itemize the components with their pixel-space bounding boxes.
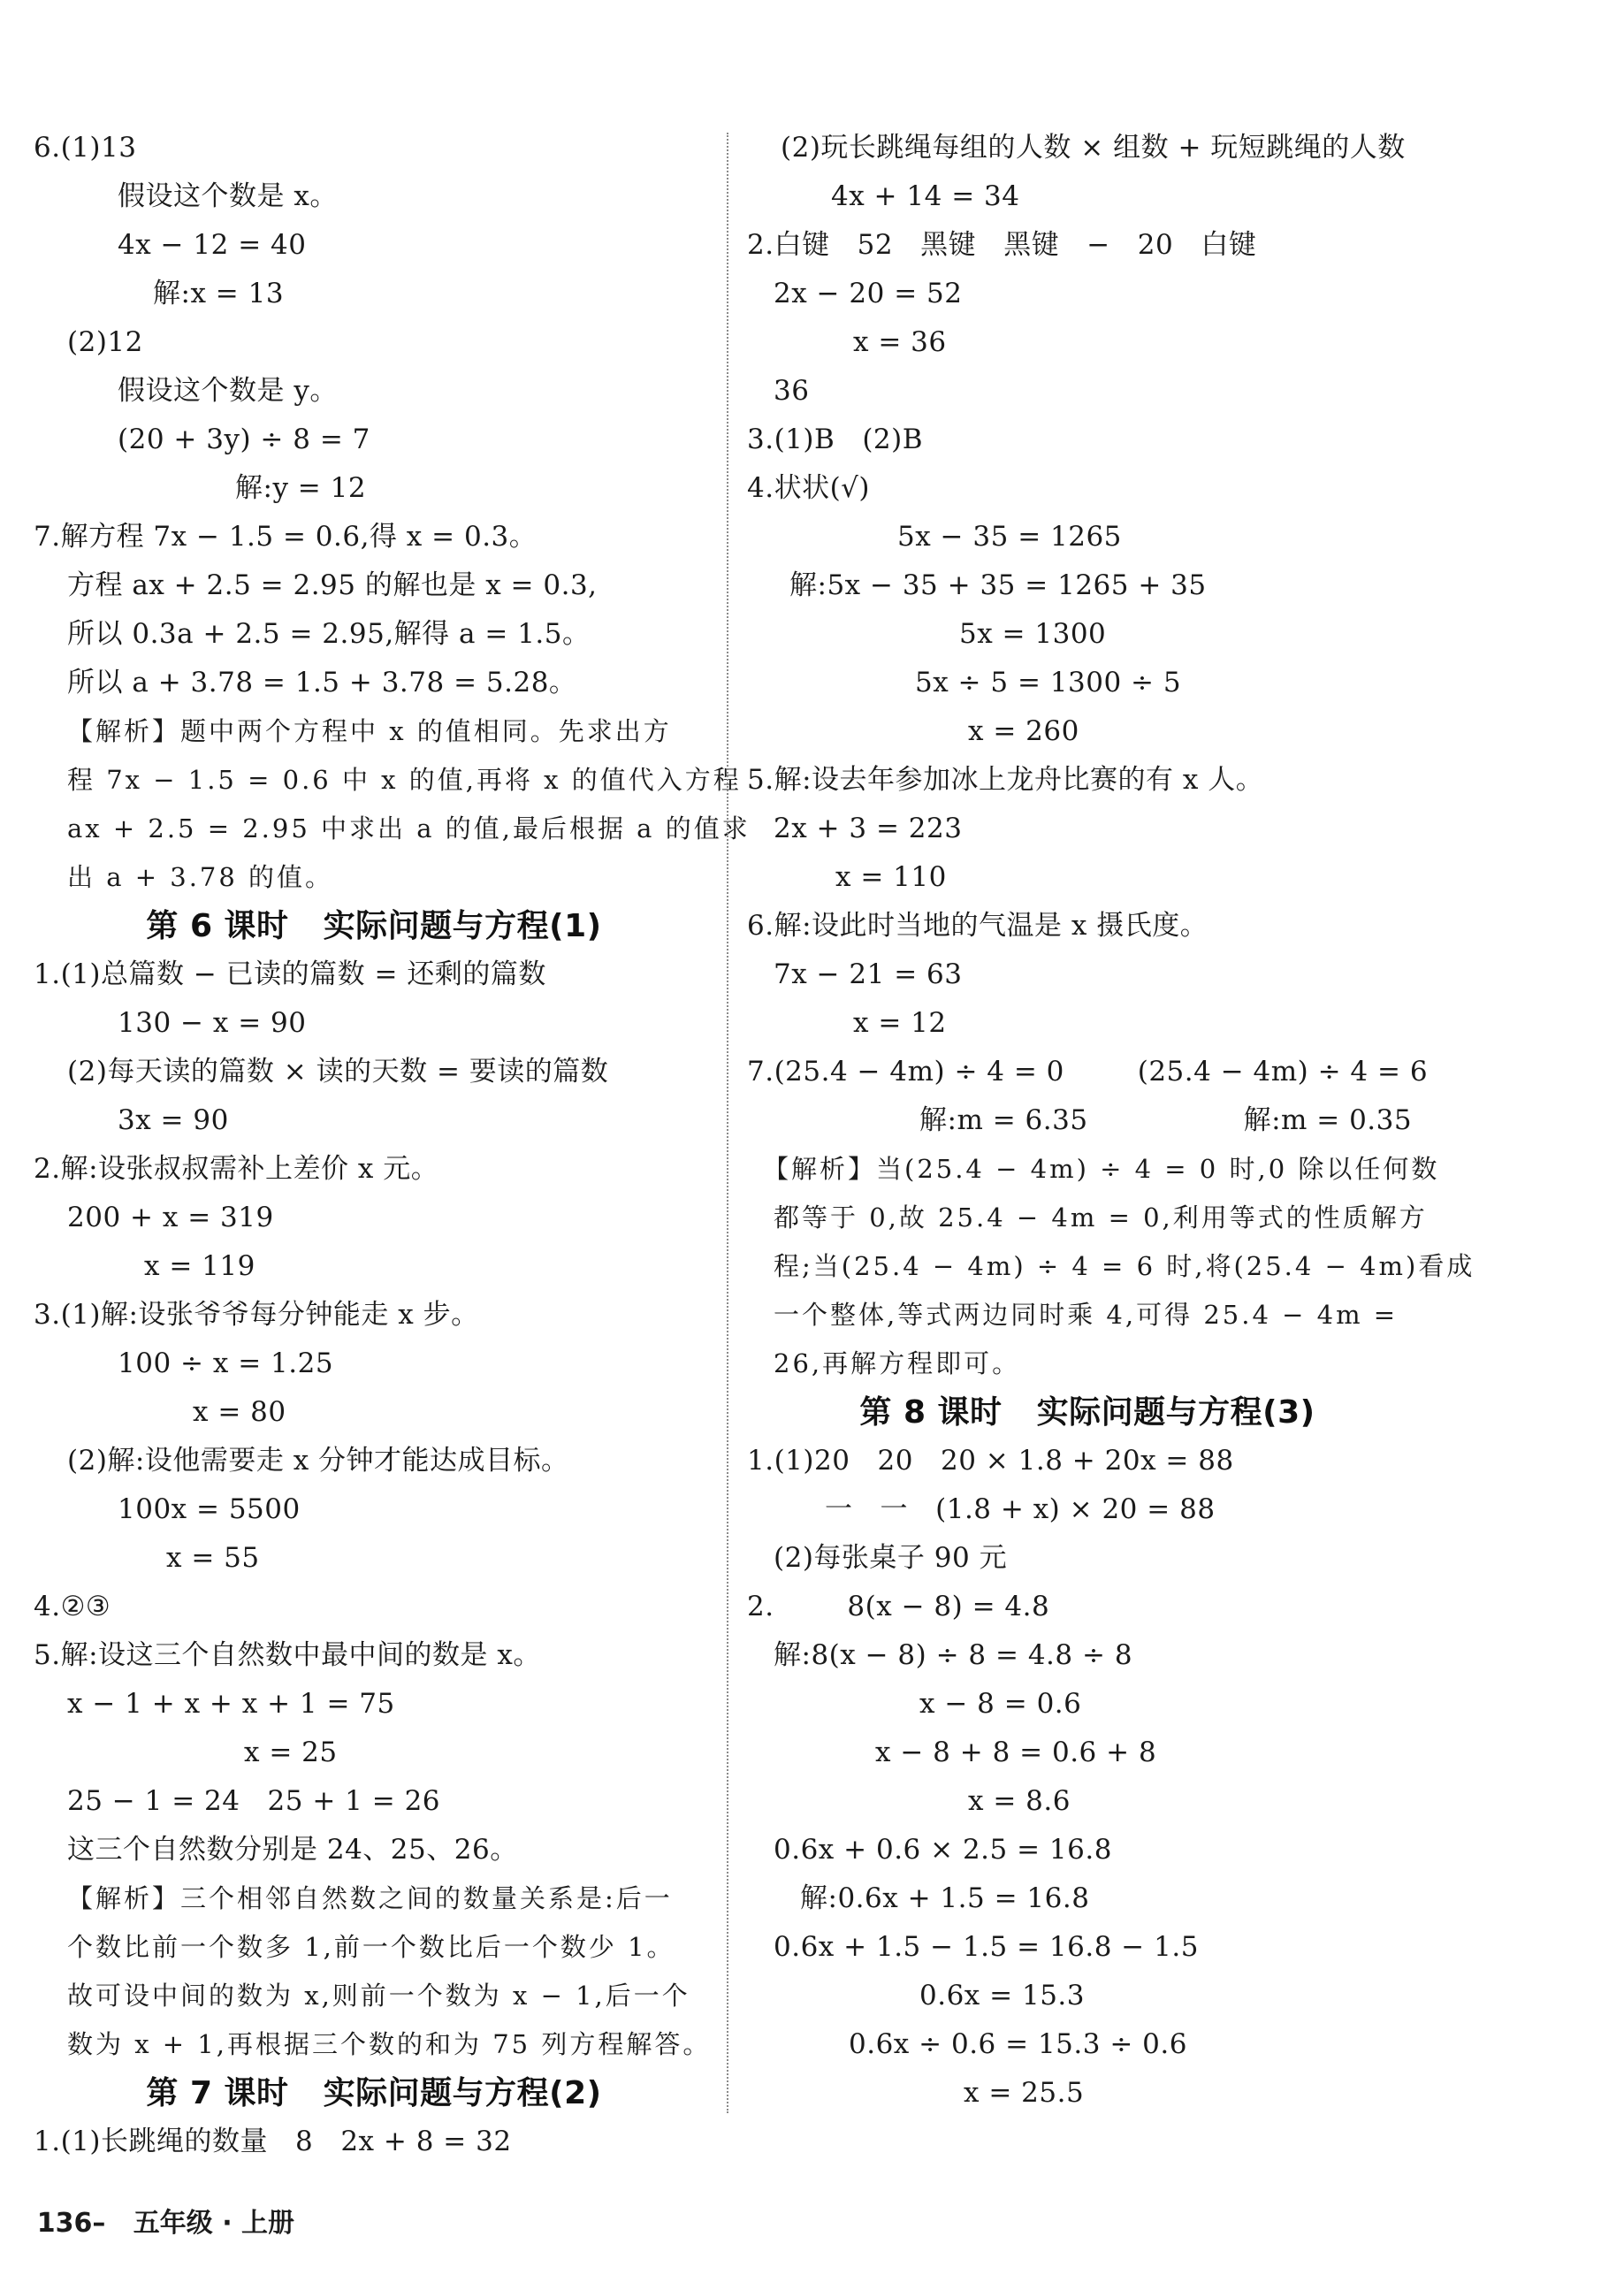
answer-line: (2)每张桌子 90 元: [774, 1542, 1008, 1574]
answer-line: 5x = 1300: [959, 618, 1107, 650]
answer-line: 5x − 35 = 1265: [897, 521, 1122, 553]
answer-line: (2)玩长跳绳每组的人数 × 组数 + 玩短跳绳的人数: [781, 132, 1406, 164]
answer-line: 4.状状(√): [747, 472, 871, 504]
answer-line: 100 ÷ x = 1.25: [118, 1347, 334, 1379]
answer-line: 0.6x ÷ 0.6 = 15.3 ÷ 0.6: [849, 2028, 1187, 2060]
answer-line: 解:x = 13: [153, 278, 285, 309]
analysis-line: 26,再解方程即可。: [774, 1348, 1021, 1378]
answer-line: 25 − 1 = 24 25 + 1 = 26: [67, 1785, 441, 1817]
analysis-line: 个数比前一个数多 1,前一个数比后一个数少 1。: [67, 1932, 675, 1962]
analysis-line: 【解析】题中两个方程中 x 的值相同。先求出方: [67, 716, 672, 746]
answer-line: 200 + x = 319: [67, 1202, 274, 1233]
answer-line: x = 25.5: [964, 2077, 1085, 2109]
answer-line: x = 12: [853, 1007, 947, 1039]
answer-line: 所以 a + 3.78 = 1.5 + 3.78 = 5.28。: [67, 667, 577, 698]
answer-line: 6.(1)13: [34, 132, 137, 164]
section-heading: 第 8 课时 实际问题与方程(3): [859, 1394, 1315, 1431]
answer-line: x = 25: [244, 1737, 338, 1768]
answer-line: 3x = 90: [118, 1104, 229, 1136]
answer-line: 7.(25.4 − 4m) ÷ 4 = 0 (25.4 − 4m) ÷ 4 = 6: [747, 1056, 1429, 1088]
column-divider: [727, 133, 728, 2113]
answer-line: 所以 0.3a + 2.5 = 2.95,解得 a = 1.5。: [67, 618, 591, 650]
answer-line: 4x + 14 = 34: [831, 180, 1020, 212]
analysis-line: 故可设中间的数为 x,则前一个数为 x − 1,后一个: [67, 1981, 690, 2011]
answer-line: x − 8 + 8 = 0.6 + 8: [875, 1737, 1157, 1768]
answer-line: 2. 8(x − 8) = 4.8: [747, 1591, 1050, 1622]
answer-line: 解:y = 12: [235, 472, 367, 504]
answer-line: 1.(1)20 20 20 × 1.8 + 20x = 88: [747, 1445, 1234, 1477]
left-column: [34, 124, 751, 2166]
answer-line: 6.解:设此时当地的气温是 x 摄氏度。: [747, 910, 1208, 942]
answer-line: 0.6x + 1.5 − 1.5 = 16.8 − 1.5: [774, 1931, 1199, 1963]
right-column: [747, 124, 1475, 2118]
answer-line: 4.②③: [34, 1591, 111, 1622]
answer-line: x = 80: [193, 1396, 286, 1428]
answer-line: x = 260: [968, 715, 1079, 747]
section-heading: 第 7 课时 实际问题与方程(2): [146, 2075, 602, 2111]
answer-line: 2.白键 52 黑键 黑键 − 20 白键: [747, 229, 1257, 261]
analysis-line: 【解析】当(25.4 − 4m) ÷ 4 = 0 时,0 除以任何数: [763, 1154, 1440, 1184]
answer-line: 130 − x = 90: [118, 1007, 307, 1039]
answer-line: 36: [774, 375, 810, 407]
answer-line: 方程 ax + 2.5 = 2.95 的解也是 x = 0.3,: [67, 569, 598, 601]
answer-line: x = 8.6: [968, 1785, 1071, 1817]
section-heading: 第 6 课时 实际问题与方程(1): [146, 908, 602, 944]
analysis-line: 程 7x − 1.5 = 0.6 中 x 的值,再将 x 的值代入方程: [67, 765, 742, 795]
answer-line: x = 36: [853, 326, 947, 358]
answer-line: 5.解:设这三个自然数中最中间的数是 x。: [34, 1639, 541, 1671]
answer-line: 1.(1)长跳绳的数量 8 2x + 8 = 32: [34, 2126, 512, 2157]
answer-line: x − 8 = 0.6: [919, 1688, 1082, 1720]
answer-line: 解:m = 6.35 解:m = 0.35: [919, 1104, 1413, 1136]
answer-line: x − 1 + x + x + 1 = 75: [67, 1688, 395, 1720]
analysis-line: 【解析】三个相邻自然数之间的数量关系是:后一: [67, 1883, 673, 1913]
answer-line: x = 55: [166, 1542, 260, 1574]
answer-line: (2)12: [67, 326, 143, 358]
answer-line: 2x − 20 = 52: [774, 278, 963, 309]
answer-line: 1.(1)总篇数 − 已读的篇数 = 还剩的篇数: [34, 958, 546, 990]
answer-line: 2.解:设张叔叔需补上差价 x 元。: [34, 1153, 439, 1185]
analysis-line: 出 a + 3.78 的值。: [67, 862, 334, 892]
answer-line: 一 一 (1.8 + x) × 20 = 88: [825, 1493, 1216, 1525]
answer-line: x = 119: [144, 1250, 255, 1282]
analysis-line: 都等于 0,故 25.4 − 4m = 0,利用等式的性质解方: [774, 1202, 1428, 1233]
page-footer: [0, 2157, 295, 2239]
answer-line: 5x ÷ 5 = 1300 ÷ 5: [915, 667, 1182, 698]
analysis-line: 程;当(25.4 − 4m) ÷ 4 = 6 时,将(25.4 − 4m)看成: [774, 1251, 1475, 1281]
analysis-line: 一个整体,等式两边同时乘 4,可得 25.4 − 4m =: [774, 1300, 1399, 1330]
answer-line: (2)解:设他需要走 x 分钟才能达成目标。: [67, 1445, 569, 1477]
answer-line: 5.解:设去年参加冰上龙舟比赛的有 x 人。: [747, 764, 1264, 796]
answer-line: x = 110: [835, 861, 947, 893]
answer-line: 解:0.6x + 1.5 = 16.8: [800, 1882, 1090, 1914]
answer-line: 7x − 21 = 63: [774, 958, 963, 990]
answer-line: 100x = 5500: [118, 1493, 301, 1525]
answer-line: 解:5x − 35 + 35 = 1265 + 35: [789, 569, 1207, 601]
analysis-line: ax + 2.5 = 2.95 中求出 a 的值,最后根据 a 的值求: [67, 813, 751, 843]
grade-label: 五年级 · 上册: [133, 2208, 295, 2239]
answer-line: 0.6x + 0.6 × 2.5 = 16.8: [774, 1834, 1112, 1866]
answer-line: 这三个自然数分别是 24、25、26。: [67, 1834, 518, 1866]
footer-separator: –: [92, 2208, 106, 2239]
page-number: 136: [36, 2208, 93, 2239]
answer-line: 假设这个数是 y。: [118, 375, 338, 407]
answer-line: 2x + 3 = 223: [774, 813, 963, 844]
answer-line: 4x − 12 = 40: [118, 229, 307, 261]
answer-line: 7.解方程 7x − 1.5 = 0.6,得 x = 0.3。: [34, 521, 538, 553]
answer-line: 3.(1)B (2)B: [747, 424, 924, 455]
analysis-line: 数为 x + 1,再根据三个数的和为 75 列方程解答。: [67, 2029, 712, 2059]
answer-line: (2)每天读的篇数 × 读的天数 = 要读的篇数: [67, 1056, 609, 1088]
answer-line: 3.(1)解:设张爷爷每分钟能走 x 步。: [34, 1299, 479, 1331]
answer-line: 假设这个数是 x。: [118, 180, 338, 212]
answer-line: 解:8(x − 8) ÷ 8 = 4.8 ÷ 8: [774, 1639, 1133, 1671]
answer-line: (20 + 3y) ÷ 8 = 7: [118, 424, 370, 455]
answer-line: 0.6x = 15.3: [919, 1980, 1085, 2011]
